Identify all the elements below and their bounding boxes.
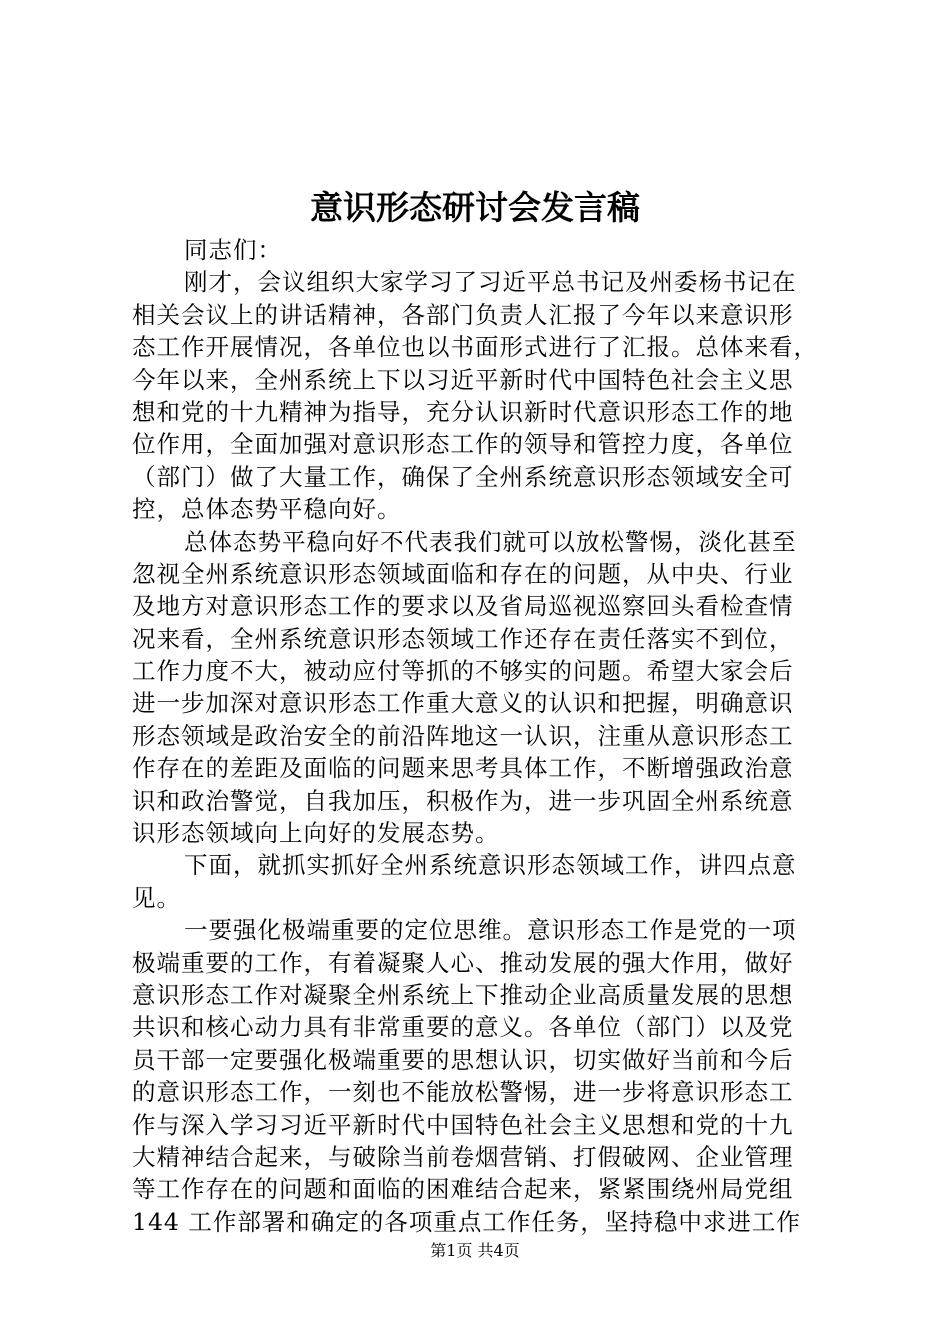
text-line: 想和党的十九精神为指导，充分认识新时代意识形态工作的地 [132, 397, 794, 426]
text-line: 位作用，全面加强对意识形态工作的领导和管控力度，各单位 [132, 430, 794, 459]
text-line: 形态领域是政治安全的前沿阵地这一认识，注重从意识形态工 [132, 721, 794, 750]
text-line: 忽视全州系统意识形态领域面临和存在的问题，从中央、行业 [132, 559, 794, 588]
text-line: 同志们： [184, 236, 282, 264]
text-line: 共识和核心动力具有非常重要的意义。各单位（部门）以及党 [132, 1013, 794, 1042]
text-line: 及地方对意识形态工作的要求以及省局巡视巡察回头看检查情 [132, 592, 794, 621]
text-line: 相关会议上的讲话精神，各部门负责人汇报了今年以来意识形 [132, 300, 794, 329]
text-line: 总体态势平稳向好不代表我们就可以放松警惕，淡化甚至 [184, 527, 797, 556]
text-line: （部门）做了大量工作，确保了全州系统意识形态领域安全可 [132, 462, 794, 491]
text-line: 等工作存在的问题和面临的困难结合起来，紧紧围绕州局党组 [132, 1175, 794, 1204]
text-line: 识形态领域向上向好的发展态势。 [132, 819, 500, 848]
text-line: 刚才，会议组织大家学习了习近平总书记及州委杨书记在 [184, 268, 797, 297]
text-line: 的意识形态工作，一刻也不能放松警惕，进一步将意识形态工 [132, 1078, 794, 1107]
text-line: 作与深入学习习近平新时代中国特色社会主义思想和党的十九 [132, 1110, 794, 1139]
text-line: 作存在的差距及面临的问题来思考具体工作，不断增强政治意 [132, 754, 794, 783]
text-line: 下面，就抓实抓好全州系统意识形态领域工作，讲四点意 [184, 851, 797, 880]
page-number-footer: 第1页 共4页 [430, 1241, 520, 1260]
text-line: 144 工作部署和确定的各项重点工作任务，坚持稳中求进工作 [132, 1207, 801, 1236]
document-body [132, 234, 836, 1238]
text-line: 意识形态工作对凝聚全州系统上下推动企业高质量发展的思想 [132, 980, 794, 1009]
text-line: 极端重要的工作，有着凝聚人心、推动发展的强大作用，做好 [132, 948, 794, 977]
text-line: 控，总体态势平稳向好。 [132, 495, 402, 524]
text-line: 况来看，全州系统意识形态领域工作还存在责任落实不到位， [132, 624, 794, 653]
text-line: 大精神结合起来，与破除当前卷烟营销、打假破网、企业管理 [132, 1142, 794, 1171]
document-title: 意识形态研讨会发言稿 [310, 188, 640, 227]
text-line: 识和政治警觉，自我加压，积极作为，进一步巩固全州系统意 [132, 786, 794, 815]
text-line: 员干部一定要强化极端重要的思想认识，切实做好当前和今后 [132, 1045, 794, 1074]
text-line: 工作力度不大，被动应付等抓的不够实的问题。希望大家会后 [132, 657, 794, 686]
text-line: 见。 [132, 883, 181, 912]
text-line: 进一步加深对意识形态工作重大意义的认识和把握，明确意识 [132, 689, 794, 718]
text-line: 今年以来，全州系统上下以习近平新时代中国特色社会主义思 [132, 365, 794, 394]
text-line: 态工作开展情况，各单位也以书面形式进行了汇报。总体来看， [132, 333, 818, 362]
text-line: 一要强化极端重要的定位思维。意识形态工作是党的一项 [184, 916, 797, 945]
